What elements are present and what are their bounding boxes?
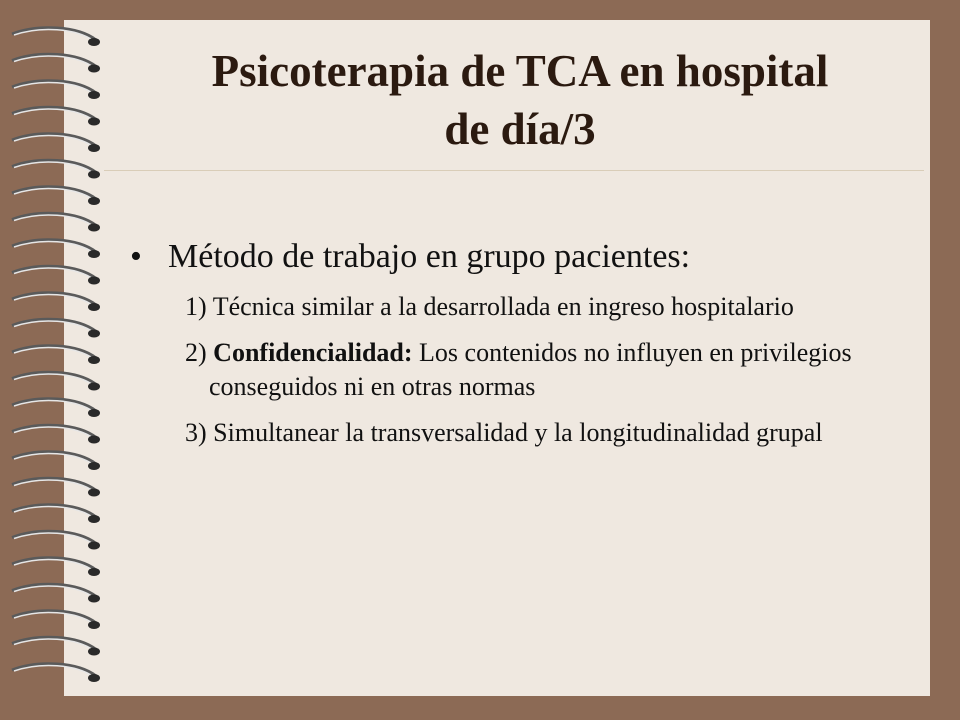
- binding-hole: [88, 118, 100, 126]
- binding-hole: [88, 65, 100, 73]
- binding-hole: [88, 38, 100, 46]
- bullet-item: [130, 236, 910, 278]
- binding-hole: [88, 595, 100, 603]
- slide-body: [130, 236, 910, 450]
- sub-item-prefix: 1): [185, 292, 213, 321]
- binding-hole: [88, 462, 100, 470]
- binding-hole: [88, 674, 100, 682]
- binding-hole: [88, 356, 100, 364]
- binding-hole: [88, 436, 100, 444]
- binding-hole: [88, 409, 100, 417]
- sub-item-2: [185, 336, 910, 404]
- sub-item-bold: Confidencialidad:: [213, 338, 413, 367]
- title-line-1: Psicoterapia de TCA en hospital: [211, 46, 829, 96]
- bullet-dot-icon: •: [130, 238, 142, 275]
- binding-hole: [88, 489, 100, 497]
- binding-hole: [88, 330, 100, 338]
- binding-hole: [88, 91, 100, 99]
- bullet-text: Método de trabajo en grupo pacientes:: [168, 238, 691, 275]
- binding-hole: [88, 383, 100, 391]
- sub-item-3: [185, 416, 910, 450]
- sub-item-1: [185, 290, 910, 324]
- binding-hole: [88, 250, 100, 258]
- sub-item-prefix: 3): [185, 418, 214, 447]
- binding-hole: [88, 277, 100, 285]
- spiral-binding-icon: [8, 24, 104, 692]
- sub-item-prefix: 2): [185, 338, 214, 367]
- title-divider: [104, 170, 924, 171]
- binding-hole: [88, 568, 100, 576]
- binding-hole: [88, 197, 100, 205]
- binding-hole: [88, 224, 100, 232]
- binding-hole: [88, 542, 100, 550]
- title-line-2: de día/3: [444, 104, 596, 154]
- sub-item-text: Los contenidos no influyen en privilegios conseguidos ni en otras normas: [209, 338, 852, 401]
- sub-item-text: Simultanear la transversalidad y la longitudinalidad grupal: [213, 418, 823, 447]
- binding-hole: [88, 144, 100, 152]
- binding-hole: [88, 515, 100, 523]
- sub-item-text: Técnica similar a la desarrollada en ingreso hospitalario: [212, 292, 794, 321]
- slide-title: [110, 42, 930, 158]
- binding-hole: [88, 303, 100, 311]
- binding-hole: [88, 621, 100, 629]
- binding-hole: [88, 648, 100, 656]
- binding-hole: [88, 171, 100, 179]
